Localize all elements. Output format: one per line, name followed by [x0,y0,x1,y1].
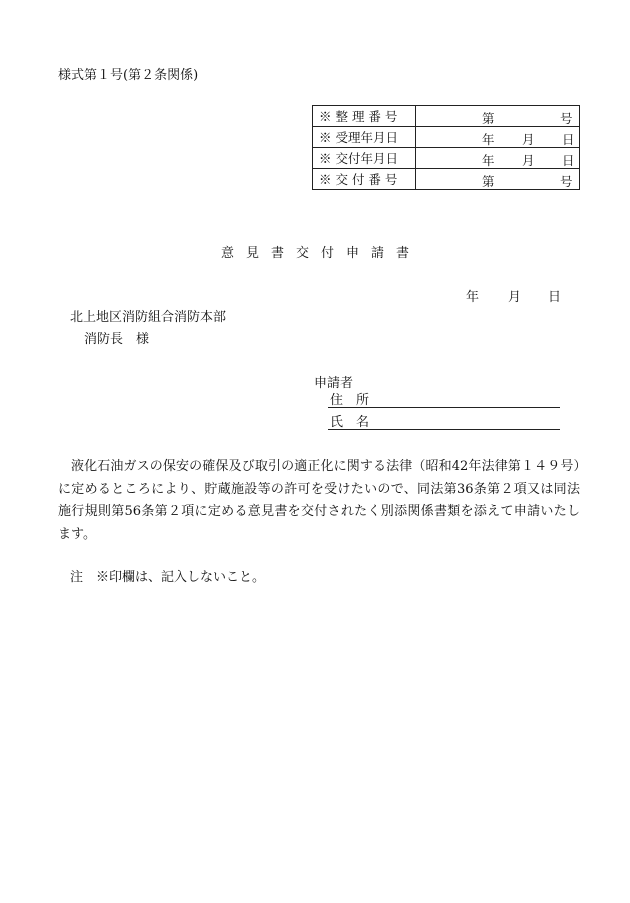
title-char: 請 [371,246,385,261]
addressee-organization: 北上地区消防組合消防本部 [70,310,227,325]
note: 注 ※印欄は、記入しないこと。 [70,570,266,585]
applicant-address-label: 住 所 [330,393,370,408]
title-char: 交 [295,246,309,261]
value-year: 年 [482,132,495,147]
applicant-address-line[interactable] [328,389,560,408]
value-day: 日 [562,132,575,147]
table-row [313,169,580,190]
value-dai: 第 [482,174,495,189]
row-value-reference-number [416,106,580,127]
date-day: 日 [548,290,562,305]
title-char: 意 [220,246,234,261]
row-label-issue-date: ※ 交付年月日 [313,148,416,169]
row-label-received-date: ※ 受理年月日 [313,127,416,148]
table-row [313,127,580,148]
table-row [313,148,580,169]
value-month: 月 [522,153,535,168]
row-label-reference-number: ※ 整 理 番 号 [313,106,416,127]
value-day: 日 [562,153,575,168]
row-label-issue-number: ※ 交 付 番 号 [313,169,416,190]
row-value-issue-date [416,148,580,169]
office-use-table [312,105,580,190]
value-month: 月 [522,132,535,147]
title-char: 書 [270,246,284,261]
title-char: 付 [321,246,335,261]
row-value-received-date [416,127,580,148]
date-month: 月 [508,290,522,305]
form-number: 様式第１号(第２条関係) [58,68,199,83]
value-year: 年 [482,153,495,168]
value-go: 号 [560,111,573,126]
applicant-heading: 申請者 [314,376,354,391]
table-row [313,106,580,127]
title-char: 申 [346,246,360,261]
date-year: 年 [466,290,480,305]
row-value-issue-number [416,169,580,190]
title-char: 書 [396,246,410,261]
applicant-name-label: 氏 名 [330,415,370,430]
value-go: 号 [560,174,573,189]
document-title [0,242,630,261]
application-body: 液化石油ガスの保安の確保及び取引の適正化に関する法律（昭和42年法律第１４９号）に定めるところにより、貯蔵施設等の許可を受けたいので、同法第36条第２項又は同法施行規則第56条第２項に定める意見書を交付されたく別添関係書類を添えて申請いたします。 [58,459,580,542]
value-dai: 第 [482,111,495,126]
title-char: 見 [245,246,259,261]
addressee-chief: 消防長 様 [84,332,150,347]
applicant-name-line[interactable] [328,411,560,430]
